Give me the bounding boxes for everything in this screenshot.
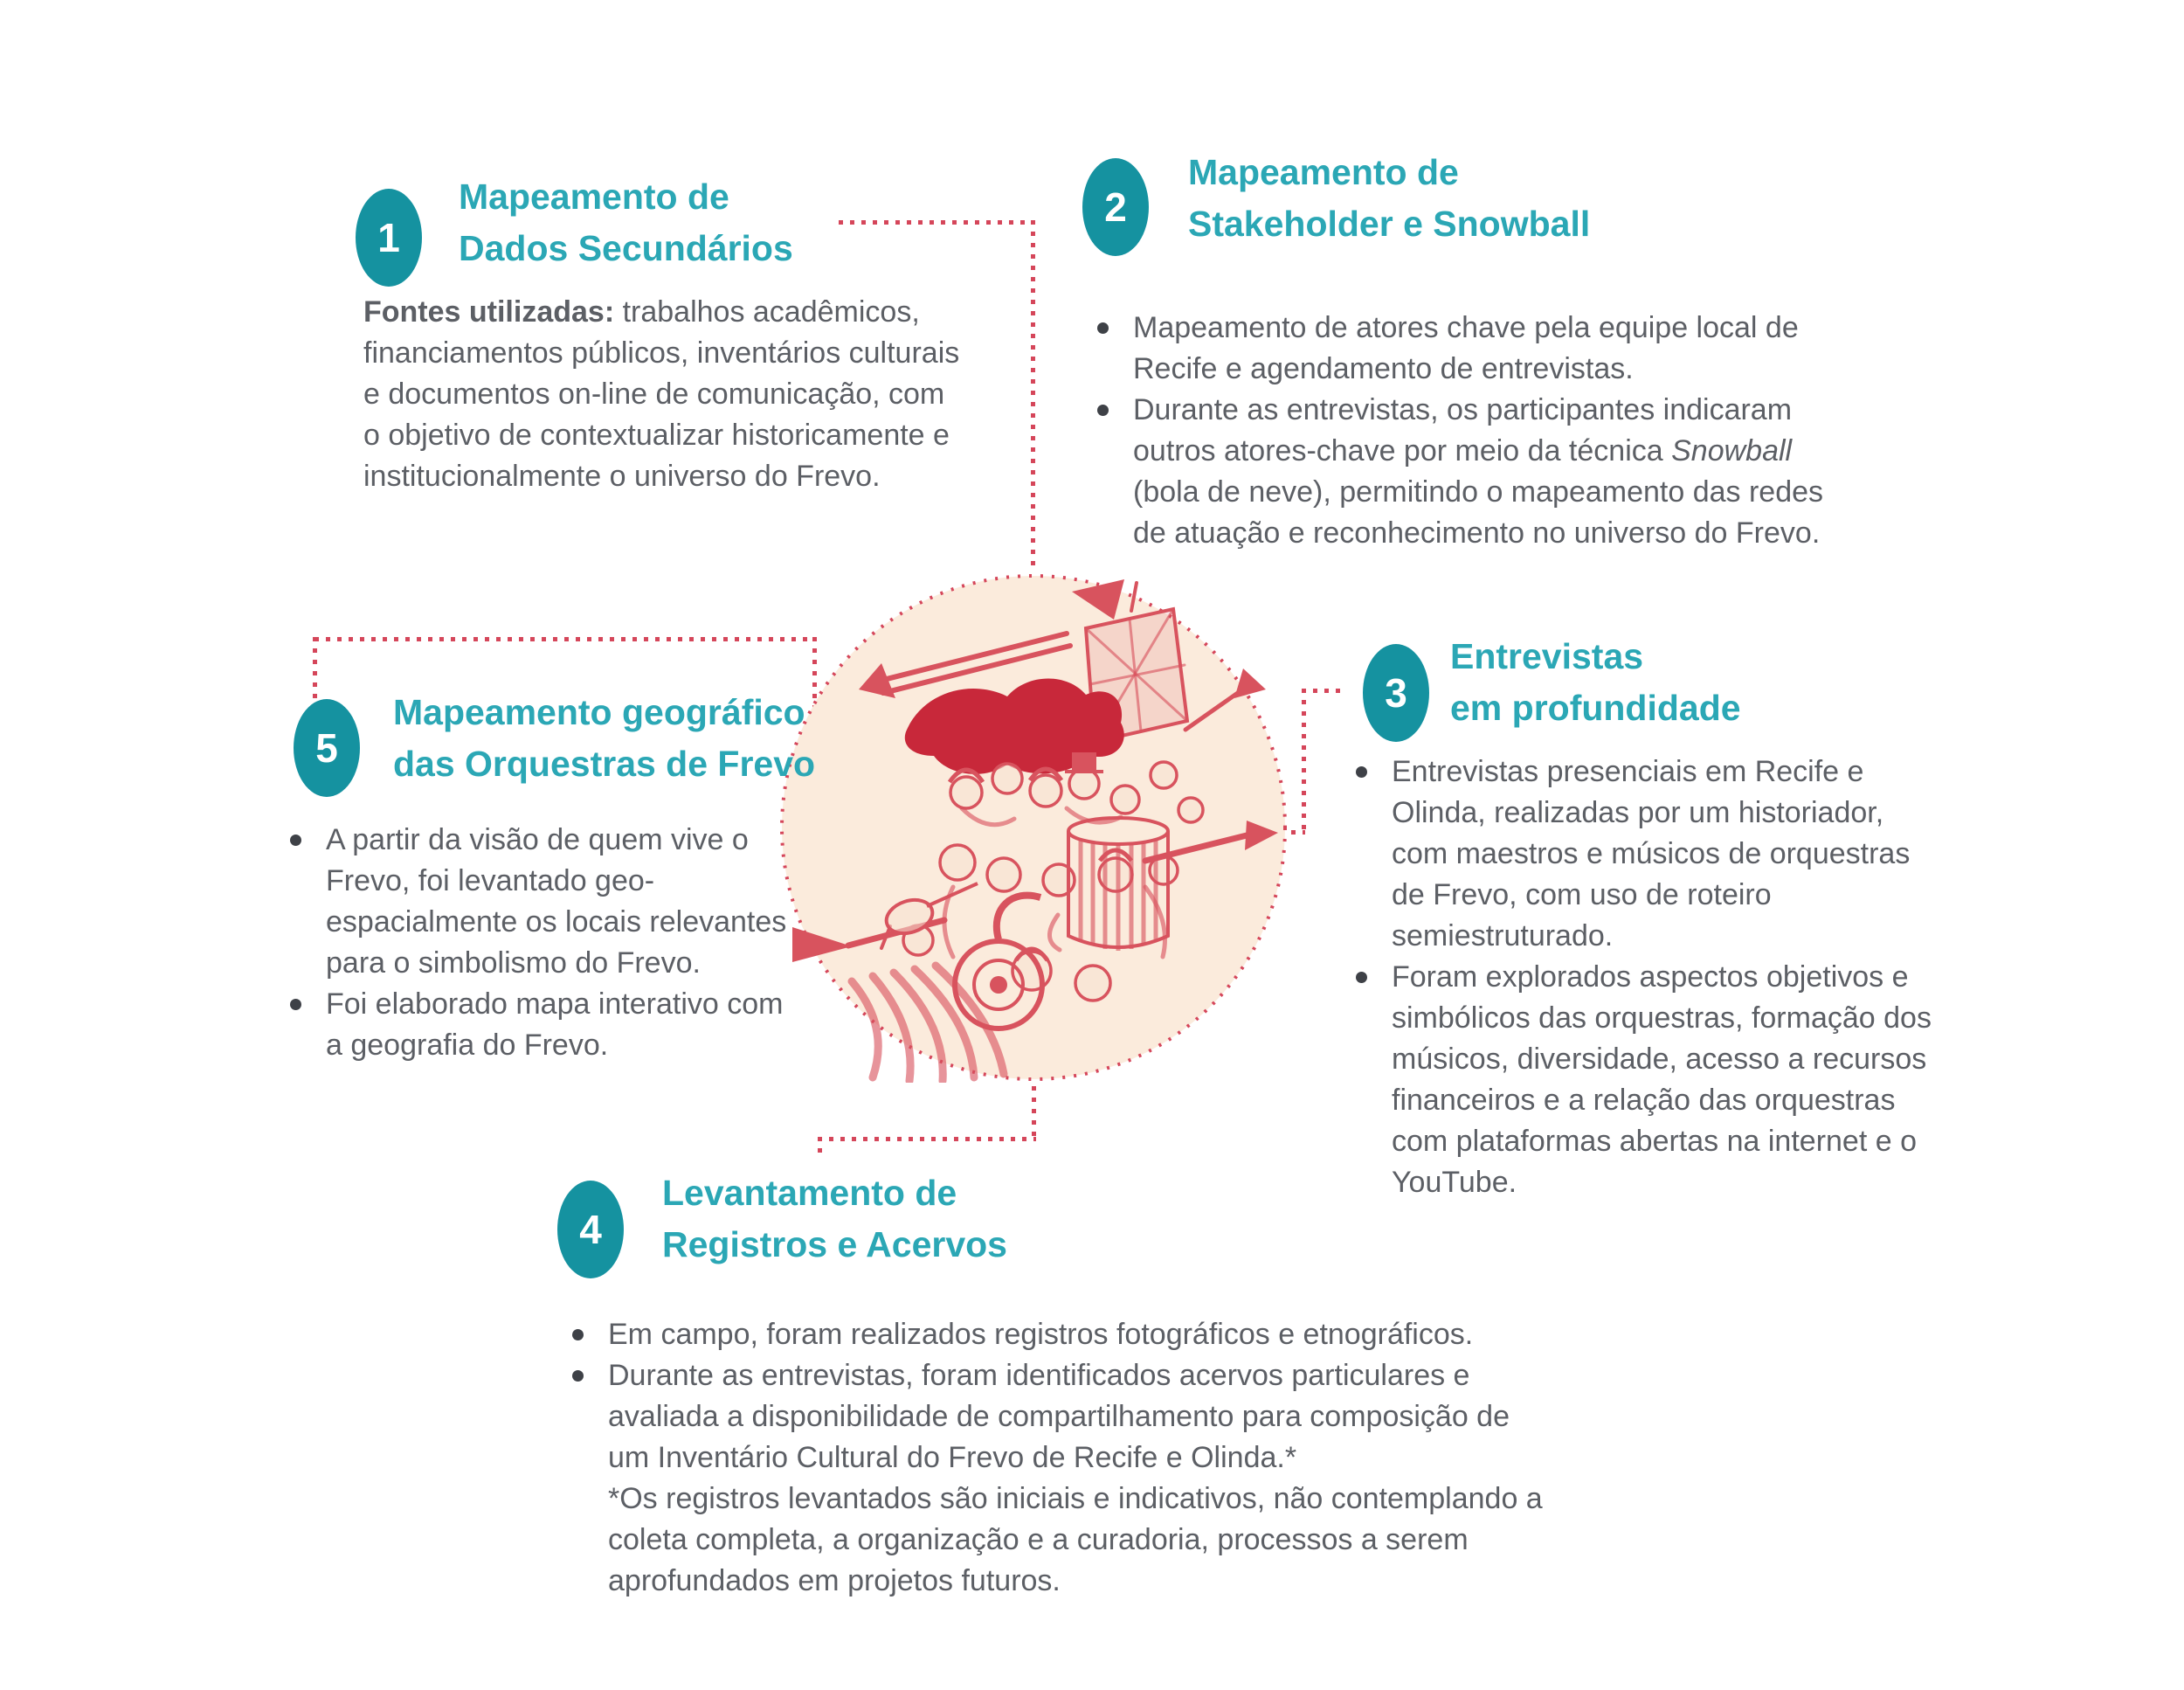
bullet-dot: [1356, 766, 1367, 778]
section-2-body: [1097, 308, 1849, 554]
section-5-bullet-1: A partir da visão de quem vive o Frevo, foi levantado geo-espacialmente os locais relevantes para o simbolismo do Frevo.: [326, 823, 787, 980]
section-4-footnote: *Os registros levantados são iniciais e indicativos, não contemplando a coleta completa, a organização e a curadoria, processos a serem aprofundados em projetos futuros.: [608, 1482, 1543, 1597]
list-item: [290, 820, 805, 984]
connector-1-2-horizontal: [839, 220, 1033, 225]
connector-4-vertical: [1032, 1086, 1036, 1140]
section-4-bullet-1: Em campo, foram realizados registros fotográficos e etnográficos.: [608, 1318, 1474, 1351]
section-5-body: [290, 820, 805, 1066]
bullet-dot: [290, 835, 301, 846]
connector-5-box-left: [313, 637, 317, 700]
list-item: [572, 1355, 1551, 1479]
connector-5-box-top: [314, 637, 816, 641]
section-2-title: [1188, 147, 1590, 250]
section-3-bullet-2: Foram explorados aspectos objetivos e simbólicos das orquestras, formação dos músicos, diversidade, acesso a recursos financeiros e a relação das orquestras com plataformas abertas na internet e o YouTube.: [1392, 960, 1932, 1199]
section-5-title: [393, 687, 815, 790]
section-4-title: [662, 1167, 1007, 1271]
list-item: [1356, 957, 1932, 1203]
step-number-1: 1: [377, 215, 400, 260]
section-5-bullet-2: Foi elaborado mapa interativo com a geografia do Frevo.: [326, 987, 784, 1062]
bullet-dot: [290, 999, 301, 1010]
step-number-2: 2: [1104, 184, 1127, 230]
bullet-dot: [572, 1370, 584, 1382]
list-item: [1097, 390, 1849, 554]
step-number-5: 5: [315, 725, 338, 771]
section-3-body: [1356, 751, 1932, 1203]
connector-2-circle-vertical: [1031, 220, 1035, 570]
connector-4-horizontal: [818, 1137, 1036, 1141]
section-1-text: trabalhos acadêmicos, financiamentos públicos, inventários culturais e documentos on-line de comunicação, com o objetivo de contextualizar historicamente e institucionalmente o universo do Frevo.: [363, 295, 960, 493]
section-4-title-line2: Registros e Acervos: [662, 1224, 1007, 1264]
section-3-title-line1: Entrevistas: [1450, 636, 1644, 676]
section-4-body: [572, 1314, 1551, 1602]
step-badge-3: [1363, 644, 1429, 742]
section-2-title-line1: Mapeamento de: [1188, 152, 1459, 192]
section-2-bullet-2: [1133, 390, 1849, 554]
section-5-title-line2: das Orquestras de Frevo: [393, 744, 816, 784]
section-5-title-line1: Mapeamento geográfico: [393, 692, 805, 732]
frevo-orchestra-illustration: [778, 572, 1289, 1083]
section-2-bullet-2-italic: Snowball: [1671, 434, 1793, 468]
step-badge-1: [356, 189, 422, 287]
section-3-title: [1450, 631, 1741, 734]
list-item: [572, 1314, 1551, 1355]
list-item: [1356, 751, 1932, 957]
step-number-4: 4: [579, 1207, 602, 1252]
bullet-dot: [1097, 322, 1109, 334]
connector-3-top-hook: [1302, 689, 1340, 693]
section-1-body: [363, 292, 966, 497]
section-3-title-line2: em profundidade: [1450, 688, 1741, 728]
step-badge-5: [294, 699, 360, 797]
step-number-3: 3: [1385, 670, 1407, 716]
bullet-dot: [1356, 972, 1367, 983]
bullet-dot: [1097, 405, 1109, 416]
section-1-title-line2: Dados Secundários: [459, 228, 793, 268]
list-item: [290, 984, 805, 1066]
section-1-title-line1: Mapeamento de: [459, 177, 729, 217]
section-2-bullet-1: Mapeamento de atores chave pela equipe local de Recife e agendamento de entrevistas.: [1133, 311, 1799, 385]
step-badge-4: [557, 1181, 624, 1278]
bullet-dot: [572, 1329, 584, 1340]
step-badge-2: [1082, 158, 1149, 256]
section-4-bullet-2: Durante as entrevistas, foram identificados acervos particulares e avaliada a disponibilidade de compartilhamento para composição de um Inventário Cultural do Frevo de Recife e Olinda.*: [608, 1359, 1510, 1474]
section-3-bullet-1: Entrevistas presenciais em Recife e Olinda, realizadas por um historiador, com maestros e músicos de orquestras de Frevo, com uso de roteiro semiestruturado.: [1392, 755, 1911, 952]
section-2-bullet-2-pre: Durante as entrevistas, os participantes indicaram outros atores-chave por meio da técnica: [1133, 393, 1793, 468]
circle-background: [782, 576, 1285, 1079]
section-2-bullet-2-post: (bola de neve), permitindo o mapeamento das redes de atuação e reconhecimento no universo do Frevo.: [1133, 475, 1824, 550]
connector-3-vertical: [1302, 689, 1306, 835]
connector-4-tick: [818, 1137, 822, 1158]
section-4-title-line1: Levantamento de: [662, 1173, 957, 1213]
section-2-title-line2: Stakeholder e Snowball: [1188, 204, 1591, 244]
list-item: [1097, 308, 1849, 390]
section-1-title: [459, 171, 793, 274]
section-1-lead: Fontes utilizadas:: [363, 295, 615, 329]
